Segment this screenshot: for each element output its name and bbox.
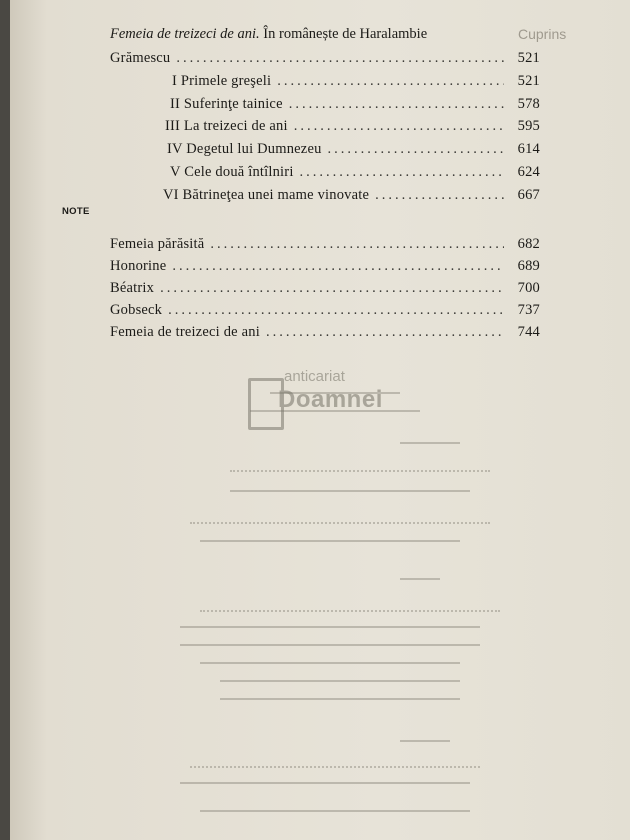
chapter-page: 624 <box>517 164 540 180</box>
chapter-page: 521 <box>517 73 540 89</box>
chapter-label: V Cele două întîlniri <box>170 164 294 180</box>
toc-row <box>170 96 540 113</box>
dot-leader <box>210 236 504 253</box>
dot-leader <box>294 118 504 135</box>
watermark-main-text: Doamnei <box>278 386 383 413</box>
notes-row <box>110 302 540 319</box>
toc-row <box>167 141 540 158</box>
toc-row <box>165 118 540 135</box>
chapter-label: I Primele greşeli <box>172 73 272 89</box>
chapter-label: IV Degetul lui Dumnezeu <box>167 141 322 157</box>
dot-leader <box>176 50 504 67</box>
book-page <box>10 0 630 840</box>
dot-leader <box>168 302 504 319</box>
bleed-line <box>190 522 490 525</box>
notes-row <box>110 258 540 275</box>
chapter-page: 595 <box>517 118 540 134</box>
toc-row <box>163 187 540 204</box>
dot-leader <box>277 73 504 90</box>
bleed-line <box>190 766 480 769</box>
note-page: 744 <box>517 324 540 340</box>
chapter-label: III La treizeci de ani <box>165 118 288 134</box>
watermark-top-text: anticariat <box>284 368 345 385</box>
dot-leader <box>300 164 504 181</box>
bleed-line <box>230 470 490 473</box>
bleed-line <box>200 810 470 812</box>
main-entry-title-rest: În românește de Haralambie <box>263 26 428 42</box>
bleed-line <box>200 540 460 542</box>
note-page: 700 <box>517 280 540 296</box>
note-label: Honorine <box>110 258 167 274</box>
main-entry-translator: Grămescu <box>110 50 171 66</box>
notes-row <box>110 236 540 253</box>
chapter-label: II Suferinţe tainice <box>170 96 283 112</box>
bleed-line <box>400 442 460 444</box>
dot-leader <box>375 187 504 204</box>
main-entry-row <box>110 50 540 67</box>
chapter-label: VI Bătrineţea unei mame vinovate <box>163 187 370 203</box>
bleed-line <box>200 610 500 613</box>
bleed-line <box>180 644 480 646</box>
chapter-page: 667 <box>517 187 540 203</box>
bleed-line <box>220 698 460 700</box>
bleed-line <box>220 680 460 682</box>
notes-row <box>110 280 540 297</box>
dot-leader <box>172 258 504 275</box>
main-entry-page: 521 <box>517 50 540 66</box>
note-label: Femeia părăsită <box>110 236 205 252</box>
corner-header: Cuprins <box>518 26 567 42</box>
bleed-line <box>400 578 440 580</box>
notes-heading: NOTE <box>62 206 90 217</box>
main-entry-title <box>110 26 427 43</box>
dot-leader <box>160 280 504 297</box>
bleed-line <box>200 662 460 664</box>
note-page: 682 <box>517 236 540 252</box>
toc-row <box>170 164 540 181</box>
bleed-line <box>400 740 450 742</box>
toc-row <box>172 73 540 90</box>
bleed-line <box>180 626 480 628</box>
main-entry-title-italic: Femeia de treizeci de ani. <box>110 26 260 42</box>
note-page: 689 <box>517 258 540 274</box>
bleed-line <box>180 782 470 784</box>
dot-leader <box>289 96 504 113</box>
dot-leader <box>328 141 504 158</box>
bleed-line <box>230 490 470 492</box>
note-page: 737 <box>517 302 540 318</box>
note-label: Gobseck <box>110 302 163 318</box>
note-label: Béatrix <box>110 280 155 296</box>
note-label: Femeia de treizeci de ani <box>110 324 260 340</box>
watermark-logo <box>248 368 408 434</box>
chapter-page: 578 <box>517 96 540 112</box>
chapter-page: 614 <box>517 141 540 157</box>
